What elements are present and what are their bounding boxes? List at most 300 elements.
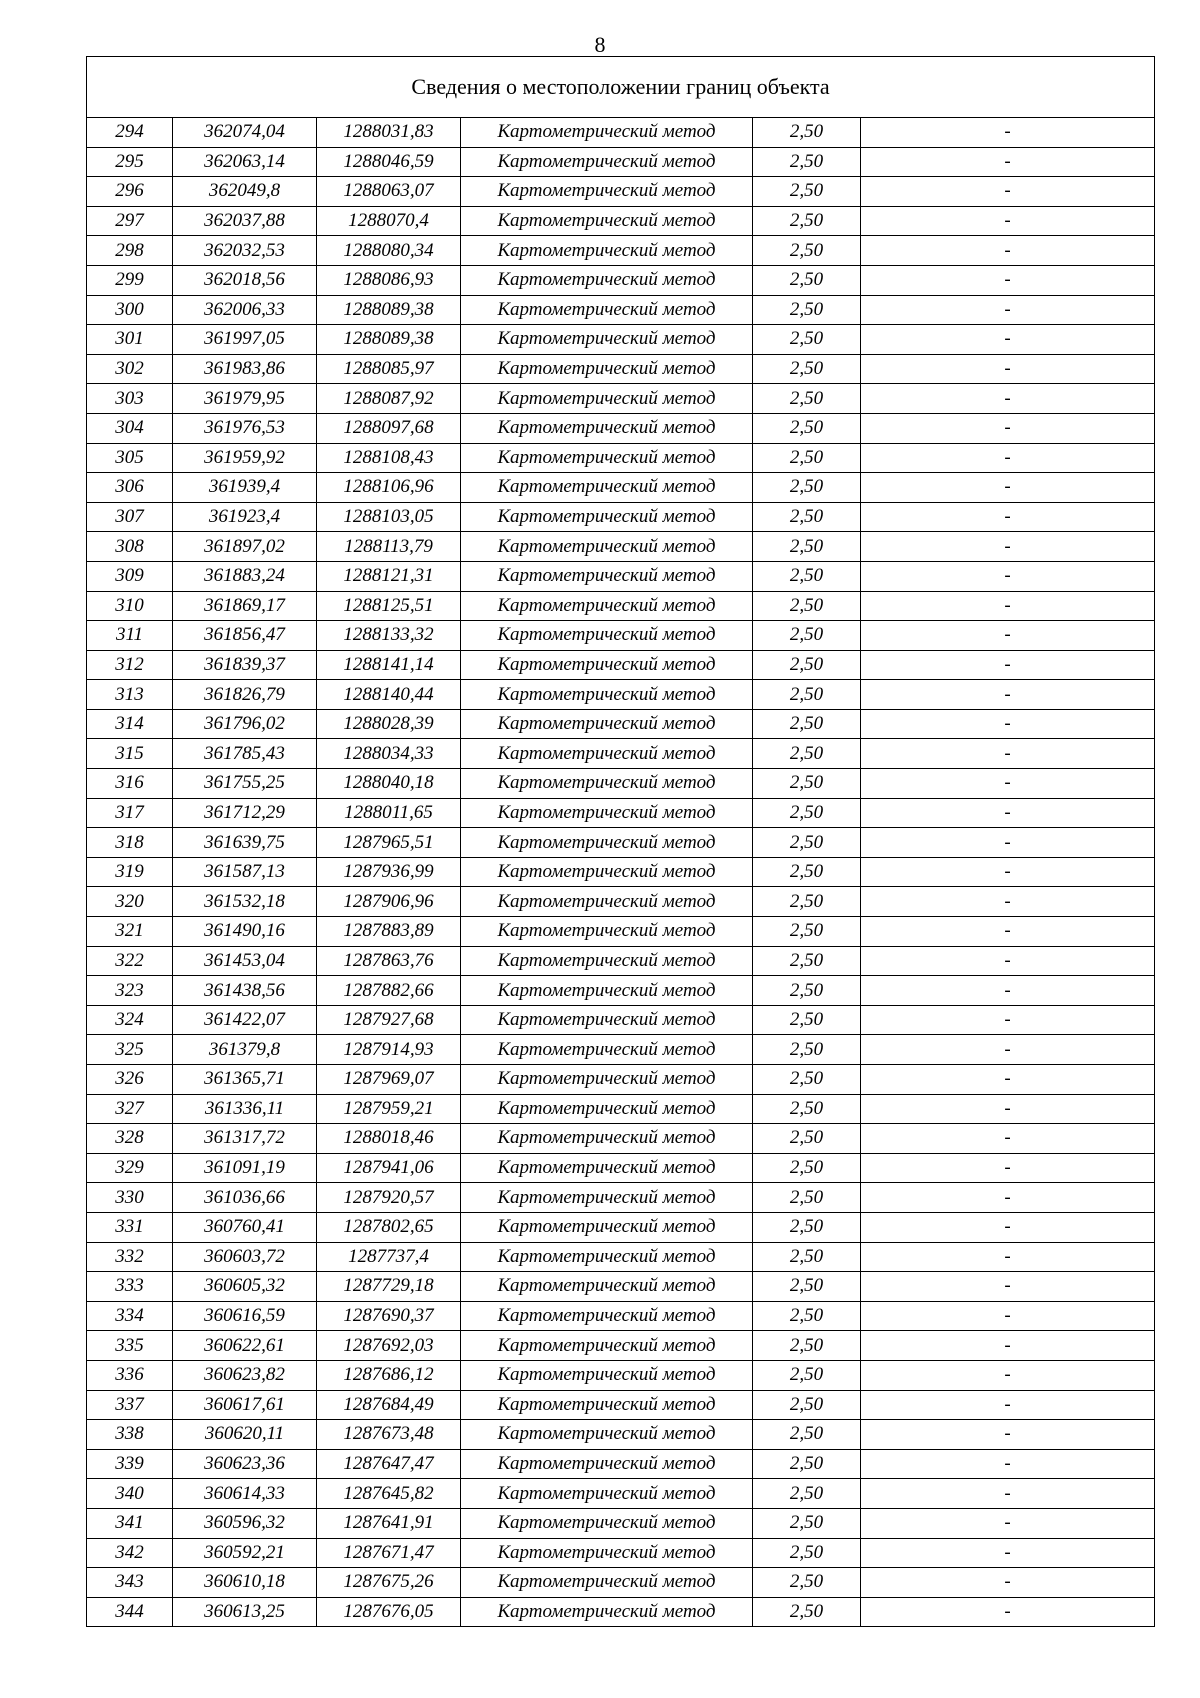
method-cell: Картометрический метод — [461, 118, 753, 148]
table-row — [87, 1538, 1155, 1568]
y-coordinate-cell: 1288108,43 — [317, 443, 461, 473]
method-cell: Картометрический метод — [461, 1568, 753, 1598]
y-coordinate-cell: 1287690,37 — [317, 1301, 461, 1331]
accuracy-cell: 2,50 — [753, 354, 861, 384]
table-row — [87, 828, 1155, 858]
accuracy-cell: 2,50 — [753, 709, 861, 739]
accuracy-cell: 2,50 — [753, 917, 861, 947]
accuracy-cell: 2,50 — [753, 798, 861, 828]
y-coordinate-cell: 1288011,65 — [317, 798, 461, 828]
method-cell: Картометрический метод — [461, 1449, 753, 1479]
y-coordinate-cell: 1288080,34 — [317, 236, 461, 266]
x-coordinate-cell: 361336,11 — [173, 1094, 317, 1124]
table-row — [87, 1420, 1155, 1450]
point-number-cell: 299 — [87, 265, 173, 295]
x-coordinate-cell: 361839,37 — [173, 650, 317, 680]
y-coordinate-cell: 1287645,82 — [317, 1479, 461, 1509]
accuracy-cell: 2,50 — [753, 413, 861, 443]
table-row — [87, 1272, 1155, 1302]
method-cell: Картометрический метод — [461, 976, 753, 1006]
table-row — [87, 769, 1155, 799]
y-coordinate-cell: 1288018,46 — [317, 1124, 461, 1154]
description-cell: - — [861, 1153, 1155, 1183]
point-number-cell: 329 — [87, 1153, 173, 1183]
accuracy-cell: 2,50 — [753, 118, 861, 148]
accuracy-cell: 2,50 — [753, 295, 861, 325]
description-cell: - — [861, 1094, 1155, 1124]
y-coordinate-cell: 1287737,4 — [317, 1242, 461, 1272]
description-cell: - — [861, 769, 1155, 799]
table-row — [87, 1331, 1155, 1361]
x-coordinate-cell: 361785,43 — [173, 739, 317, 769]
accuracy-cell: 2,50 — [753, 1449, 861, 1479]
accuracy-cell: 2,50 — [753, 650, 861, 680]
point-number-cell: 325 — [87, 1035, 173, 1065]
method-cell: Картометрический метод — [461, 650, 753, 680]
method-cell: Картометрический метод — [461, 561, 753, 591]
point-number-cell: 297 — [87, 206, 173, 236]
accuracy-cell: 2,50 — [753, 1212, 861, 1242]
accuracy-cell: 2,50 — [753, 1005, 861, 1035]
table-row — [87, 1360, 1155, 1390]
accuracy-cell: 2,50 — [753, 946, 861, 976]
point-number-cell: 298 — [87, 236, 173, 266]
table-row — [87, 118, 1155, 148]
method-cell: Картометрический метод — [461, 177, 753, 207]
accuracy-cell: 2,50 — [753, 591, 861, 621]
point-number-cell: 333 — [87, 1272, 173, 1302]
y-coordinate-cell: 1287965,51 — [317, 828, 461, 858]
description-cell: - — [861, 1360, 1155, 1390]
method-cell: Картометрический метод — [461, 1331, 753, 1361]
y-coordinate-cell: 1288031,83 — [317, 118, 461, 148]
page-number: 8 — [594, 32, 606, 57]
table-row — [87, 413, 1155, 443]
y-coordinate-cell: 1287959,21 — [317, 1094, 461, 1124]
x-coordinate-cell: 361856,47 — [173, 621, 317, 651]
accuracy-cell: 2,50 — [753, 1479, 861, 1509]
table-title-row — [87, 57, 1155, 118]
x-coordinate-cell: 361639,75 — [173, 828, 317, 858]
y-coordinate-cell: 1287914,93 — [317, 1035, 461, 1065]
description-cell: - — [861, 325, 1155, 355]
method-cell: Картометрический метод — [461, 384, 753, 414]
method-cell: Картометрический метод — [461, 1479, 753, 1509]
x-coordinate-cell: 361422,07 — [173, 1005, 317, 1035]
description-cell: - — [861, 118, 1155, 148]
accuracy-cell: 2,50 — [753, 1183, 861, 1213]
accuracy-cell: 2,50 — [753, 976, 861, 1006]
description-cell: - — [861, 1508, 1155, 1538]
method-cell: Картометрический метод — [461, 1508, 753, 1538]
x-coordinate-cell: 361587,13 — [173, 857, 317, 887]
x-coordinate-cell: 360622,61 — [173, 1331, 317, 1361]
point-number-cell: 336 — [87, 1360, 173, 1390]
point-number-cell: 321 — [87, 917, 173, 947]
accuracy-cell: 2,50 — [753, 502, 861, 532]
y-coordinate-cell: 1287906,96 — [317, 887, 461, 917]
table-row — [87, 591, 1155, 621]
accuracy-cell: 2,50 — [753, 1301, 861, 1331]
point-number-cell: 308 — [87, 532, 173, 562]
table-row — [87, 1301, 1155, 1331]
x-coordinate-cell: 360610,18 — [173, 1568, 317, 1598]
y-coordinate-cell: 1288103,05 — [317, 502, 461, 532]
y-coordinate-cell: 1287686,12 — [317, 1360, 461, 1390]
point-number-cell: 313 — [87, 680, 173, 710]
method-cell: Картометрический метод — [461, 857, 753, 887]
method-cell: Картометрический метод — [461, 591, 753, 621]
y-coordinate-cell: 1288046,59 — [317, 147, 461, 177]
method-cell: Картометрический метод — [461, 1065, 753, 1095]
y-coordinate-cell: 1288085,97 — [317, 354, 461, 384]
method-cell: Картометрический метод — [461, 473, 753, 503]
x-coordinate-cell: 362018,56 — [173, 265, 317, 295]
point-number-cell: 337 — [87, 1390, 173, 1420]
description-cell: - — [861, 502, 1155, 532]
description-cell: - — [861, 709, 1155, 739]
table-row — [87, 621, 1155, 651]
point-number-cell: 322 — [87, 946, 173, 976]
description-cell: - — [861, 1065, 1155, 1095]
description-cell: - — [861, 680, 1155, 710]
x-coordinate-cell: 361883,24 — [173, 561, 317, 591]
table-row — [87, 798, 1155, 828]
y-coordinate-cell: 1287883,89 — [317, 917, 461, 947]
description-cell: - — [861, 798, 1155, 828]
x-coordinate-cell: 362006,33 — [173, 295, 317, 325]
method-cell: Картометрический метод — [461, 532, 753, 562]
x-coordinate-cell: 360760,41 — [173, 1212, 317, 1242]
x-coordinate-cell: 361365,71 — [173, 1065, 317, 1095]
table-row — [87, 265, 1155, 295]
y-coordinate-cell: 1287882,66 — [317, 976, 461, 1006]
y-coordinate-cell: 1287671,47 — [317, 1538, 461, 1568]
point-number-cell: 301 — [87, 325, 173, 355]
method-cell: Картометрический метод — [461, 1272, 753, 1302]
description-cell: - — [861, 354, 1155, 384]
point-number-cell: 307 — [87, 502, 173, 532]
y-coordinate-cell: 1287936,99 — [317, 857, 461, 887]
y-coordinate-cell: 1288113,79 — [317, 532, 461, 562]
method-cell: Картометрический метод — [461, 709, 753, 739]
method-cell: Картометрический метод — [461, 680, 753, 710]
method-cell: Картометрический метод — [461, 443, 753, 473]
point-number-cell: 331 — [87, 1212, 173, 1242]
accuracy-cell: 2,50 — [753, 384, 861, 414]
description-cell: - — [861, 650, 1155, 680]
x-coordinate-cell: 360596,32 — [173, 1508, 317, 1538]
accuracy-cell: 2,50 — [753, 739, 861, 769]
y-coordinate-cell: 1288087,92 — [317, 384, 461, 414]
table-row — [87, 1449, 1155, 1479]
accuracy-cell: 2,50 — [753, 769, 861, 799]
description-cell: - — [861, 236, 1155, 266]
description-cell: - — [861, 1124, 1155, 1154]
method-cell: Картометрический метод — [461, 946, 753, 976]
accuracy-cell: 2,50 — [753, 1153, 861, 1183]
table-row — [87, 1124, 1155, 1154]
method-cell: Картометрический метод — [461, 1360, 753, 1390]
point-number-cell: 327 — [87, 1094, 173, 1124]
table-row — [87, 502, 1155, 532]
accuracy-cell: 2,50 — [753, 1242, 861, 1272]
table-row — [87, 295, 1155, 325]
y-coordinate-cell: 1287676,05 — [317, 1597, 461, 1627]
accuracy-cell: 2,50 — [753, 473, 861, 503]
accuracy-cell: 2,50 — [753, 1272, 861, 1302]
method-cell: Картометрический метод — [461, 236, 753, 266]
point-number-cell: 304 — [87, 413, 173, 443]
x-coordinate-cell: 361983,86 — [173, 354, 317, 384]
description-cell: - — [861, 532, 1155, 562]
table-row — [87, 1035, 1155, 1065]
accuracy-cell: 2,50 — [753, 1420, 861, 1450]
x-coordinate-cell: 361453,04 — [173, 946, 317, 976]
point-number-cell: 311 — [87, 621, 173, 651]
method-cell: Картометрический метод — [461, 917, 753, 947]
point-number-cell: 330 — [87, 1183, 173, 1213]
y-coordinate-cell: 1288034,33 — [317, 739, 461, 769]
table-row — [87, 206, 1155, 236]
point-number-cell: 316 — [87, 769, 173, 799]
point-number-cell: 332 — [87, 1242, 173, 1272]
table-row — [87, 236, 1155, 266]
y-coordinate-cell: 1288089,38 — [317, 325, 461, 355]
table-title: Сведения о местоположении границ объекта — [87, 57, 1155, 118]
table-row — [87, 739, 1155, 769]
point-number-cell: 335 — [87, 1331, 173, 1361]
table-row — [87, 1242, 1155, 1272]
accuracy-cell: 2,50 — [753, 1597, 861, 1627]
method-cell: Картометрический метод — [461, 1390, 753, 1420]
description-cell: - — [861, 857, 1155, 887]
table-row — [87, 325, 1155, 355]
description-cell: - — [861, 621, 1155, 651]
table-row — [87, 354, 1155, 384]
table-row — [87, 887, 1155, 917]
point-number-cell: 314 — [87, 709, 173, 739]
description-cell: - — [861, 177, 1155, 207]
accuracy-cell: 2,50 — [753, 206, 861, 236]
point-number-cell: 319 — [87, 857, 173, 887]
x-coordinate-cell: 360617,61 — [173, 1390, 317, 1420]
point-number-cell: 339 — [87, 1449, 173, 1479]
point-number-cell: 295 — [87, 147, 173, 177]
x-coordinate-cell: 361438,56 — [173, 976, 317, 1006]
x-coordinate-cell: 361036,66 — [173, 1183, 317, 1213]
y-coordinate-cell: 1287802,65 — [317, 1212, 461, 1242]
x-coordinate-cell: 362037,88 — [173, 206, 317, 236]
x-coordinate-cell: 361923,4 — [173, 502, 317, 532]
accuracy-cell: 2,50 — [753, 325, 861, 355]
point-number-cell: 317 — [87, 798, 173, 828]
y-coordinate-cell: 1288133,32 — [317, 621, 461, 651]
x-coordinate-cell: 361712,29 — [173, 798, 317, 828]
boundary-table — [86, 56, 1155, 1627]
method-cell: Картометрический метод — [461, 295, 753, 325]
table-row — [87, 1479, 1155, 1509]
table-row — [87, 1390, 1155, 1420]
description-cell: - — [861, 1212, 1155, 1242]
y-coordinate-cell: 1287647,47 — [317, 1449, 461, 1479]
y-coordinate-cell: 1287941,06 — [317, 1153, 461, 1183]
point-number-cell: 344 — [87, 1597, 173, 1627]
description-cell: - — [861, 1242, 1155, 1272]
x-coordinate-cell: 361490,16 — [173, 917, 317, 947]
y-coordinate-cell: 1287692,03 — [317, 1331, 461, 1361]
description-cell: - — [861, 1568, 1155, 1598]
method-cell: Картометрический метод — [461, 769, 753, 799]
description-cell: - — [861, 1035, 1155, 1065]
point-number-cell: 324 — [87, 1005, 173, 1035]
x-coordinate-cell: 360623,82 — [173, 1360, 317, 1390]
method-cell: Картометрический метод — [461, 1597, 753, 1627]
accuracy-cell: 2,50 — [753, 1094, 861, 1124]
point-number-cell: 340 — [87, 1479, 173, 1509]
point-number-cell: 302 — [87, 354, 173, 384]
y-coordinate-cell: 1288063,07 — [317, 177, 461, 207]
table-row — [87, 1212, 1155, 1242]
method-cell: Картометрический метод — [461, 798, 753, 828]
x-coordinate-cell: 361939,4 — [173, 473, 317, 503]
x-coordinate-cell: 360592,21 — [173, 1538, 317, 1568]
point-number-cell: 318 — [87, 828, 173, 858]
y-coordinate-cell: 1288141,14 — [317, 650, 461, 680]
point-number-cell: 296 — [87, 177, 173, 207]
accuracy-cell: 2,50 — [753, 1538, 861, 1568]
y-coordinate-cell: 1287729,18 — [317, 1272, 461, 1302]
accuracy-cell: 2,50 — [753, 236, 861, 266]
x-coordinate-cell: 361976,53 — [173, 413, 317, 443]
description-cell: - — [861, 443, 1155, 473]
description-cell: - — [861, 1390, 1155, 1420]
table-row — [87, 946, 1155, 976]
accuracy-cell: 2,50 — [753, 532, 861, 562]
point-number-cell: 341 — [87, 1508, 173, 1538]
point-number-cell: 306 — [87, 473, 173, 503]
y-coordinate-cell: 1287920,57 — [317, 1183, 461, 1213]
y-coordinate-cell: 1288106,96 — [317, 473, 461, 503]
table-row — [87, 443, 1155, 473]
description-cell: - — [861, 413, 1155, 443]
method-cell: Картометрический метод — [461, 502, 753, 532]
point-number-cell: 323 — [87, 976, 173, 1006]
accuracy-cell: 2,50 — [753, 828, 861, 858]
accuracy-cell: 2,50 — [753, 887, 861, 917]
table-row — [87, 650, 1155, 680]
description-cell: - — [861, 887, 1155, 917]
point-number-cell: 315 — [87, 739, 173, 769]
table-row — [87, 384, 1155, 414]
y-coordinate-cell: 1288125,51 — [317, 591, 461, 621]
x-coordinate-cell: 361826,79 — [173, 680, 317, 710]
description-cell: - — [861, 1005, 1155, 1035]
method-cell: Картометрический метод — [461, 1094, 753, 1124]
method-cell: Картометрический метод — [461, 206, 753, 236]
method-cell: Картометрический метод — [461, 1183, 753, 1213]
description-cell: - — [861, 473, 1155, 503]
description-cell: - — [861, 976, 1155, 1006]
method-cell: Картометрический метод — [461, 1301, 753, 1331]
table-row — [87, 1065, 1155, 1095]
accuracy-cell: 2,50 — [753, 1390, 861, 1420]
x-coordinate-cell: 361979,95 — [173, 384, 317, 414]
description-cell: - — [861, 1479, 1155, 1509]
table-row — [87, 976, 1155, 1006]
x-coordinate-cell: 361997,05 — [173, 325, 317, 355]
table-row — [87, 1183, 1155, 1213]
accuracy-cell: 2,50 — [753, 1508, 861, 1538]
point-number-cell: 310 — [87, 591, 173, 621]
x-coordinate-cell: 362063,14 — [173, 147, 317, 177]
x-coordinate-cell: 362032,53 — [173, 236, 317, 266]
point-number-cell: 294 — [87, 118, 173, 148]
description-cell: - — [861, 1420, 1155, 1450]
point-number-cell: 328 — [87, 1124, 173, 1154]
method-cell: Картометрический метод — [461, 887, 753, 917]
table-row — [87, 857, 1155, 887]
description-cell: - — [861, 739, 1155, 769]
accuracy-cell: 2,50 — [753, 147, 861, 177]
x-coordinate-cell: 362049,8 — [173, 177, 317, 207]
y-coordinate-cell: 1288086,93 — [317, 265, 461, 295]
accuracy-cell: 2,50 — [753, 1035, 861, 1065]
description-cell: - — [861, 206, 1155, 236]
x-coordinate-cell: 360613,25 — [173, 1597, 317, 1627]
x-coordinate-cell: 362074,04 — [173, 118, 317, 148]
description-cell: - — [861, 917, 1155, 947]
accuracy-cell: 2,50 — [753, 1065, 861, 1095]
x-coordinate-cell: 360620,11 — [173, 1420, 317, 1450]
y-coordinate-cell: 1288140,44 — [317, 680, 461, 710]
description-cell: - — [861, 1449, 1155, 1479]
point-number-cell: 309 — [87, 561, 173, 591]
y-coordinate-cell: 1288070,4 — [317, 206, 461, 236]
method-cell: Картометрический метод — [461, 1005, 753, 1035]
method-cell: Картометрический метод — [461, 1242, 753, 1272]
description-cell: - — [861, 1301, 1155, 1331]
point-number-cell: 343 — [87, 1568, 173, 1598]
description-cell: - — [861, 147, 1155, 177]
point-number-cell: 305 — [87, 443, 173, 473]
y-coordinate-cell: 1287969,07 — [317, 1065, 461, 1095]
table-row — [87, 1508, 1155, 1538]
method-cell: Картометрический метод — [461, 739, 753, 769]
description-cell: - — [861, 384, 1155, 414]
table-row — [87, 1153, 1155, 1183]
x-coordinate-cell: 361091,19 — [173, 1153, 317, 1183]
y-coordinate-cell: 1288121,31 — [317, 561, 461, 591]
x-coordinate-cell: 361755,25 — [173, 769, 317, 799]
point-number-cell: 312 — [87, 650, 173, 680]
accuracy-cell: 2,50 — [753, 621, 861, 651]
description-cell: - — [861, 828, 1155, 858]
x-coordinate-cell: 361796,02 — [173, 709, 317, 739]
x-coordinate-cell: 361869,17 — [173, 591, 317, 621]
y-coordinate-cell: 1287673,48 — [317, 1420, 461, 1450]
description-cell: - — [861, 561, 1155, 591]
method-cell: Картометрический метод — [461, 265, 753, 295]
description-cell: - — [861, 265, 1155, 295]
accuracy-cell: 2,50 — [753, 1331, 861, 1361]
accuracy-cell: 2,50 — [753, 1124, 861, 1154]
x-coordinate-cell: 361959,92 — [173, 443, 317, 473]
table-row — [87, 1005, 1155, 1035]
method-cell: Картометрический метод — [461, 1538, 753, 1568]
table-row — [87, 561, 1155, 591]
table-row — [87, 177, 1155, 207]
